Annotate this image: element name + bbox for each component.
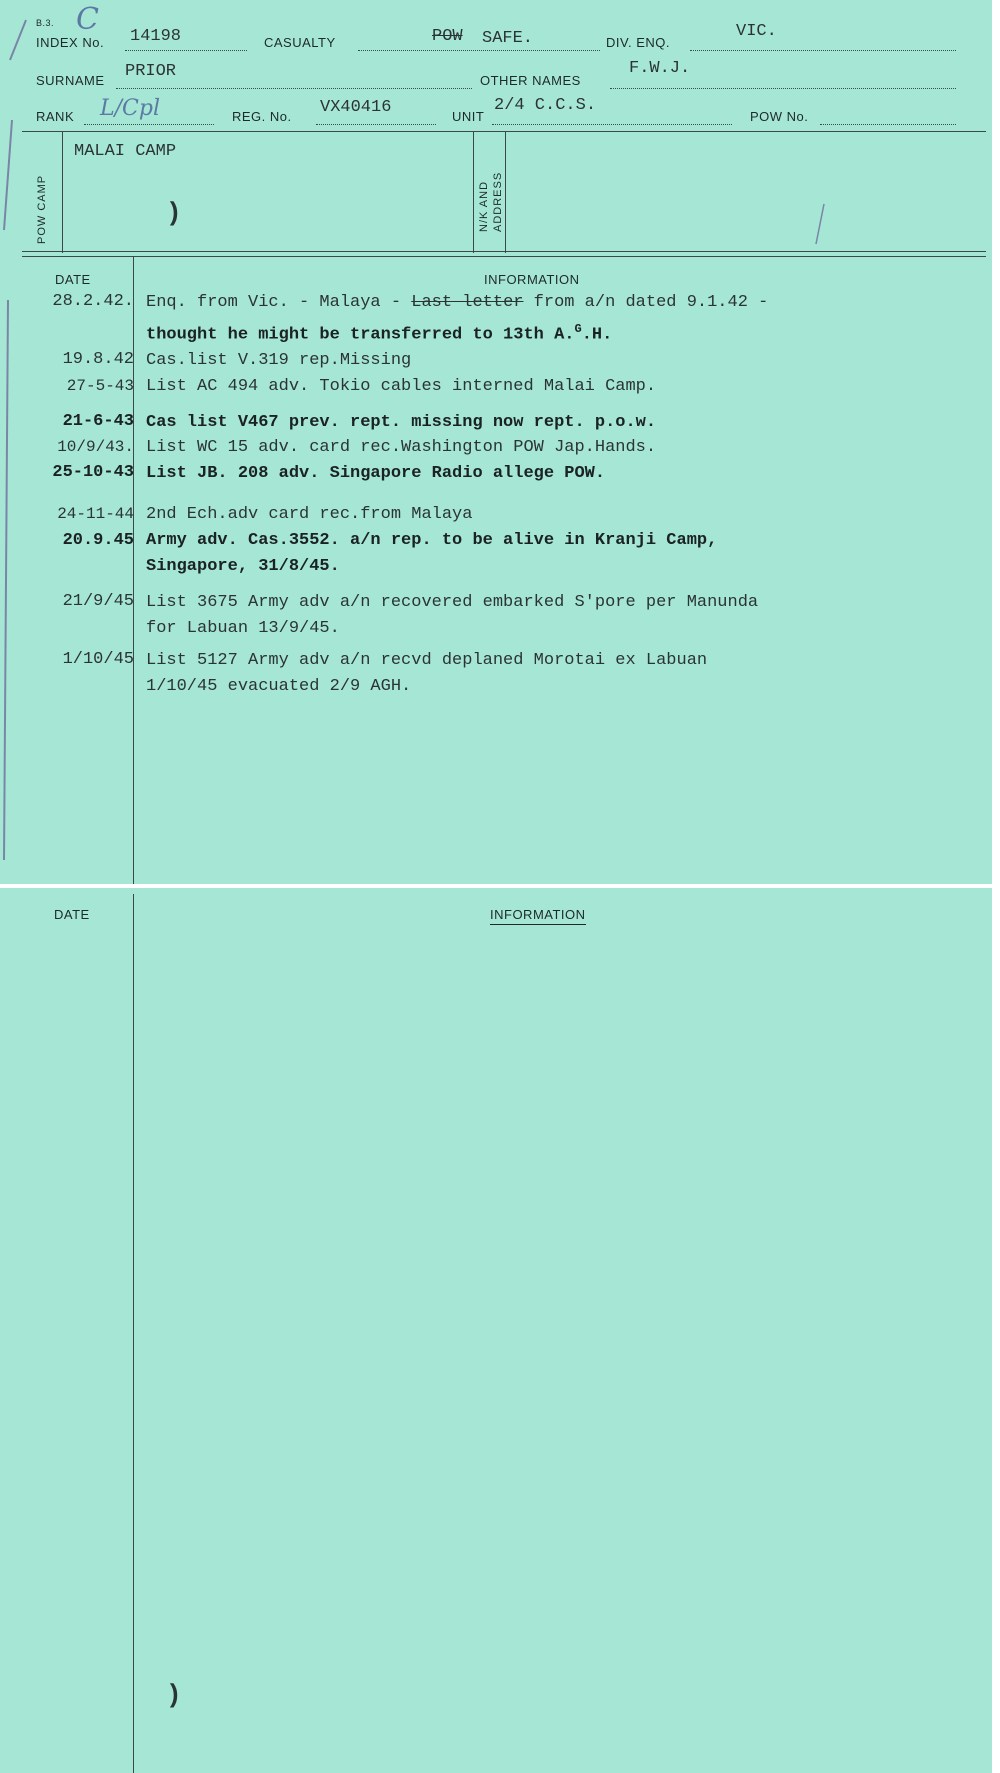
other-names-label: OTHER NAMES [480, 73, 581, 88]
entry-date: 24-11-44 [57, 505, 134, 523]
reg-no-label: REG. No. [232, 109, 292, 124]
surname-label: SURNAME [36, 73, 105, 88]
casualty-struck-value: POW [432, 27, 463, 46]
div-enq-value: VIC. [736, 22, 777, 41]
back-information-header: INFORMATION [490, 907, 586, 925]
back-date-header: DATE [54, 907, 90, 922]
info-date-header: DATE [55, 272, 91, 287]
nk-address-label-line2: ADDRESS [492, 171, 504, 232]
entry-date: 1/10/45 [62, 650, 134, 669]
entry-date: 28.2.42. [52, 292, 134, 311]
rank-label: RANK [36, 109, 75, 124]
index-label: INDEX No. [36, 35, 105, 50]
entry-text: List JB. 208 adv. Singapore Radio allege POW. [146, 464, 606, 483]
pow-no-label: POW No. [750, 109, 809, 124]
entry-text: Cas list V467 prev. rept. missing now rept. p.o.w. [146, 413, 657, 432]
entry-text: List AC 494 adv. Tokio cables interned Malai Camp. [146, 377, 657, 396]
pow-camp-value: MALAI CAMP [74, 142, 177, 161]
entry-date: 21-6-43 [62, 412, 134, 431]
card-front [0, 0, 992, 884]
info-information-header: INFORMATION [484, 272, 580, 287]
handwritten-c-mark: C [76, 2, 99, 37]
rank-value-handwritten: L/Cpl [100, 96, 160, 121]
entry-text: Cas.list V.319 rep.Missing [146, 351, 412, 370]
entry-text: List 5127 Army adv a/n recvd deplaned Morotai ex Labuan 1/10/45 evacuated 2/9 AGH. [146, 651, 708, 696]
unit-value: 2/4 C.C.S. [494, 96, 597, 115]
index-number: 14198 [130, 27, 182, 46]
other-names-value: F.W.J. [629, 59, 691, 78]
pen-mark: ) [166, 198, 182, 228]
div-enq-label: DIV. ENQ. [606, 35, 670, 50]
pow-camp-label: POW CAMP [36, 174, 48, 244]
entry-text: Enq. from Vic. - Malaya - Last letter from a/n dated 9.1.42 - thought he might be transferred to 13th A.$^G$.H. [146, 293, 769, 345]
entry-date: 21/9/45 [62, 592, 134, 611]
entry-text: List WC 15 adv. card rec.Washington POW Jap.Hands. [146, 438, 657, 457]
entry-date: 27-5-43 [66, 377, 134, 395]
entry-date: 19.8.42 [62, 350, 134, 369]
entry-text: Army adv. Cas.3552. a/n rep. to be alive in Kranji Camp, Singapore, 31/8/45. [146, 531, 718, 576]
form-code: B.3. [36, 18, 55, 28]
entry-text: List 3675 Army adv a/n recovered embarked S'pore per Manunda for Labuan 13/9/45. [146, 593, 759, 638]
card-back [0, 888, 992, 1773]
pen-mark: ) [166, 1680, 182, 1710]
entry-date: 20.9.45 [62, 531, 134, 550]
reg-no-value: VX40416 [320, 98, 392, 117]
nk-address-label-line1: N/K AND [478, 180, 490, 232]
entry-date: 10/9/43. [57, 438, 134, 456]
surname-value: PRIOR [125, 62, 177, 81]
casualty-value: SAFE. [482, 29, 534, 48]
unit-label: UNIT [452, 109, 485, 124]
entry-text: 2nd Ech.adv card rec.from Malaya [146, 505, 473, 524]
entry-date: 25-10-43 [52, 463, 134, 482]
pen-tick-mark [810, 200, 830, 250]
casualty-label: CASUALTY [264, 35, 336, 50]
